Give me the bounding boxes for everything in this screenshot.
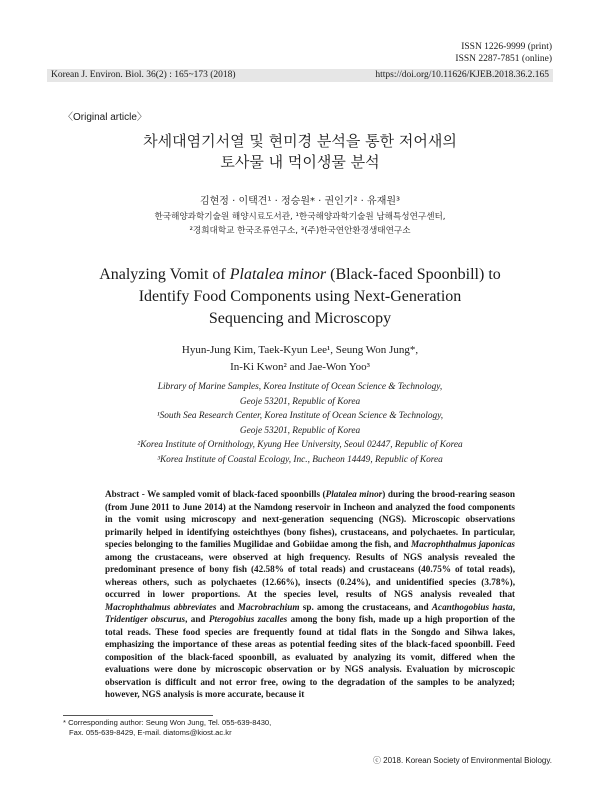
title-species-name: Platalea minor — [229, 266, 327, 283]
korean-title-line-1: 차세대염기서열 및 현미경 분석을 통한 저어새의 — [143, 132, 457, 150]
footnote-line-1: * Corresponding author: Seung Won Jung, Tel. 055-639-8430, — [63, 718, 272, 727]
korean-affiliation-line-2: ²경희대학교 한국조류연구소, ³(주)한국연안환경생태연구소 — [189, 226, 411, 236]
english-authors — [0, 342, 600, 376]
abstract-text: among the bony fish, made up a high proportion of the total reads. These food species are frequently found at tidal flats in the Songdo and Sihwa lakes, emphasizing the importance of these areas as potential feeding sites of the black-faced spoonbill. Feed composition of the black-faced spoonbill, as evaluated by analyzing its vomit, differed when the evaluations were done by microscopic observation or by NGS analysis. Evaluation by microscopic observation is difficult and not error free, owing to the degradation of the samples to be analyzed; however, NGS analysis is more accurate, because it — [105, 614, 515, 699]
article-type-label: 〈Original article〉 — [63, 112, 147, 123]
abstract-text: , and — [185, 614, 209, 624]
copyright-notice: ⓒ 2018. Korean Society of Environmental Biology. — [372, 756, 552, 765]
english-authors-line-2: In-Ki Kwon² and Jae-Won Yoo³ — [230, 361, 370, 373]
korean-affiliations — [0, 210, 600, 238]
journal-citation: Korean J. Environ. Biol. 36(2) : 165~173 (2018) — [51, 70, 236, 80]
korean-authors: 김현정 · 이택견¹ · 정승원* · 권인기² · 유재원³ — [199, 196, 401, 207]
species-name: Platalea minor — [325, 489, 383, 499]
korean-title-line-2: 토사물 내 먹이생물 분석 — [220, 153, 380, 171]
affiliation-line: ¹South Sea Research Center, Korea Institute of Ocean Science & Technology, — [156, 411, 444, 421]
corresponding-author-footnote — [63, 718, 271, 738]
title-text-pre: Analyzing Vomit of — [99, 266, 230, 283]
english-authors-line-1: Hyun-Jung Kim, Taek-Kyun Lee¹, Seung Won Jung*, — [181, 344, 419, 356]
issn-block — [455, 41, 552, 65]
abstract-text: ) during the brood-rearing season (from June 2011 to June 2014) at the Namdong reservoir in Incheon and analyzed the food components in the vomit using microscopy and next-generation sequencing (NGS). Microscopic observations primarily helped in identifying osteichthyes (bony fishes), crustaceans, and polychaetes. In particular, species belonging to the families Mugilidae and Gobiidae among the fish, and — [105, 489, 516, 549]
affiliation-line: Library of Marine Samples, Korea Institute of Ocean Science & Technology, — [157, 382, 443, 392]
korean-title — [0, 131, 600, 173]
species-name: Macrophthalmus abbreviates — [105, 601, 217, 612]
doi-link[interactable]: https://doi.org/10.11626/KJEB.2018.36.2.165 — [375, 70, 549, 80]
issn-online: ISSN 2287-7851 (online) — [455, 54, 552, 64]
affiliation-line: Geoje 53201, Republic of Korea — [239, 425, 361, 436]
english-title-line-3: Sequencing and Microscopy — [208, 310, 392, 327]
abstract-paragraph — [105, 488, 515, 701]
abstract-text: sp. among the crustaceans, and — [299, 601, 432, 612]
affiliation-line: ³Korea Institute of Coastal Ecology, Inc., Bucheon 14449, Republic of Korea — [157, 454, 443, 465]
abstract-text: and — [216, 601, 238, 612]
abstract-text: , — [512, 601, 516, 612]
abstract-label: Abstract — [105, 489, 140, 499]
english-title — [0, 264, 600, 330]
footnote-line-2: Fax. 055-639-8429, E-mail. diatoms@kiost.ac.kr — [69, 728, 232, 737]
korean-affiliation-line-1: 한국해양과학기술원 해양시료도서관, ¹한국해양과학기술원 남해특성연구센터, — [154, 212, 446, 222]
species-name: Pterogobius zacalles — [208, 614, 288, 624]
species-name: Macrophthalmus japonicas — [410, 539, 515, 549]
english-affiliations — [0, 380, 600, 467]
title-text-post: (Black-faced Spoonbill) to — [326, 266, 501, 283]
english-title-line-1 — [0, 264, 600, 286]
species-name: Acanthogobius hasta — [431, 601, 513, 612]
affiliation-line: ²Korea Institute of Ornithology, Kyung Hee University, Seoul 02447, Republic of Korea — [137, 440, 463, 450]
species-name: Macrobrachium — [237, 601, 300, 612]
affiliation-line: Geoje 53201, Republic of Korea — [239, 396, 361, 407]
species-name: Tridentiger obscurus — [105, 614, 186, 624]
footnote-divider — [63, 715, 213, 716]
issn-print: ISSN 1226-9999 (print) — [461, 42, 552, 52]
journal-header-bar — [47, 69, 553, 82]
abstract-text: among the crustaceans, were observed at high frequency. Results of NGS analysis revealed the predominant presence of bony fish (42.58% of total reads) and crustaceans (40.75% of total reads), whereas others, such as polychaetes (12.66%), insects (0.24%), and unidentified species (3.78%), occurred in lower proportions. At the species level, results of NGS analysis revealed that — [105, 551, 515, 599]
abstract-text: We sampled vomit of black-faced spoonbills ( — [147, 489, 326, 499]
english-title-line-2: Identify Food Components using Next-Generation — [138, 288, 462, 305]
abstract-dash: - — [139, 489, 148, 499]
